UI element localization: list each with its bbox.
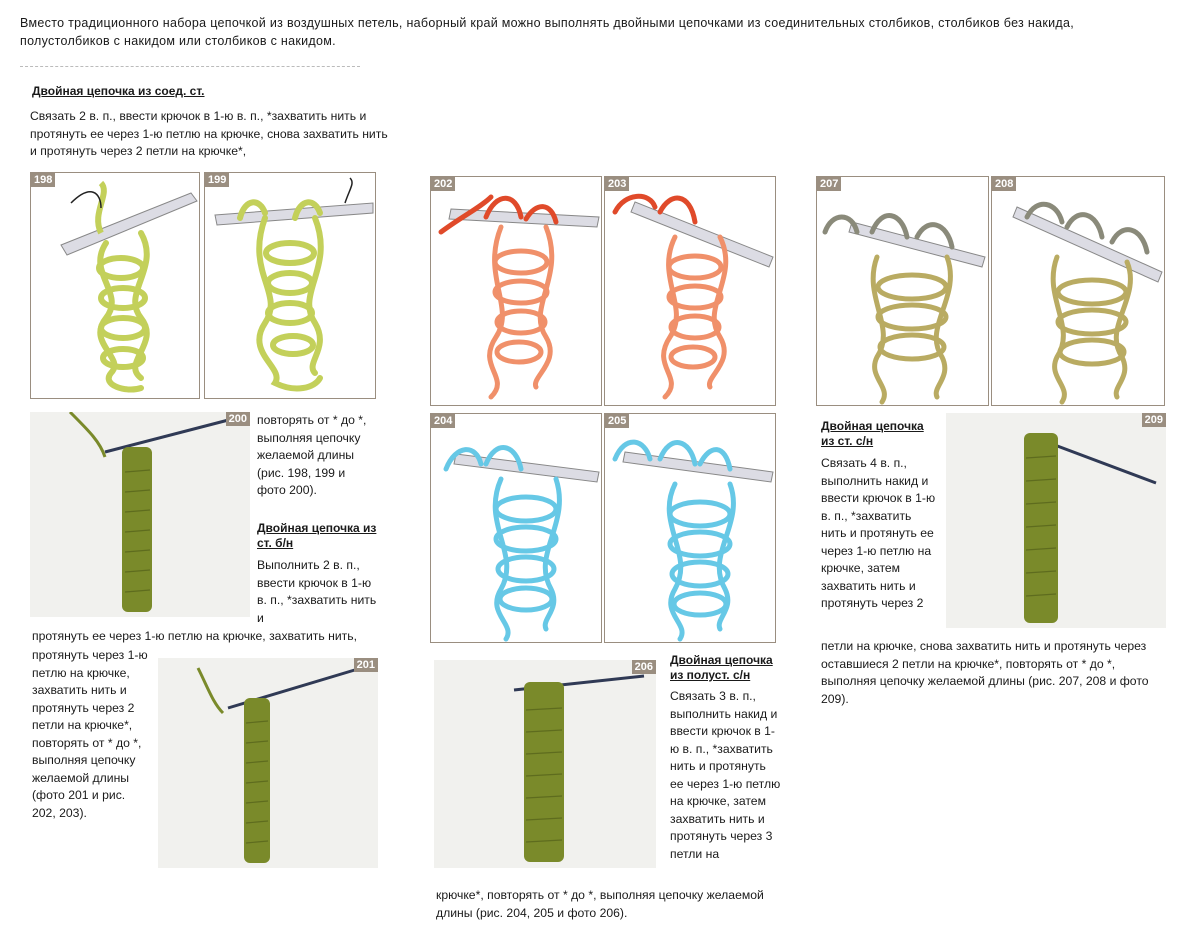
figure-204 bbox=[430, 413, 602, 643]
figure-199 bbox=[204, 172, 376, 399]
section1-heading: Двойная цепочка из соед. ст. bbox=[32, 84, 205, 98]
figure-label: 206 bbox=[632, 660, 656, 674]
figure-label: 199 bbox=[205, 173, 229, 187]
photo-206 bbox=[434, 660, 656, 868]
figure-label: 208 bbox=[992, 177, 1016, 191]
photo-209 bbox=[946, 413, 1166, 628]
khaki-chain-illustration bbox=[992, 177, 1165, 406]
figure-207 bbox=[816, 176, 989, 406]
figure-label: 201 bbox=[354, 658, 378, 672]
section4-heading: Двойная цепочка из ст. с/н bbox=[821, 419, 924, 448]
section3-text-b: крючке*, повторять от * до *, выполняя цепочку желаемой длины (рис. 204, 205 и фото 206). bbox=[436, 888, 764, 920]
figure-label: 198 bbox=[31, 173, 55, 187]
intro-text: Вместо традиционного набора цепочкой из воздушных петель, наборный край можно выполнять двойными цепочками из соединительных столбиков, столбиков без накида, полустолбиков с накидом или столбиков с накидом. bbox=[20, 16, 1074, 48]
yellow-chain-illustration bbox=[205, 173, 376, 399]
green-chain-photo bbox=[434, 660, 656, 868]
figure-label: 202 bbox=[431, 177, 455, 191]
blue-chain-illustration bbox=[605, 414, 776, 643]
yellow-chain-illustration bbox=[31, 173, 200, 399]
section1-repeat-text: повторять от * до *, выполняя цепочку желаемой длины (рис. 198, 199 и фото 200). bbox=[257, 413, 367, 497]
section3-text-a: Связать 3 в. п., выполнить накид и ввести крючок в 1-ю в. п., *захватить нить и протянуть ее через 1-ю петлю на крючке, затем захватить нить и протянуть через 3 петли на bbox=[670, 689, 781, 861]
green-chain-photo bbox=[158, 658, 378, 868]
section2-text-c: протянуть через 1-ю петлю на крючке, захватить нить и протянуть через 2 петли на крючке*, повторять от * до *, выполняя цепочку желаемой длины (фото 201 и рис. 202, 203). bbox=[32, 648, 148, 820]
green-chain-photo bbox=[30, 412, 250, 617]
figure-203 bbox=[604, 176, 776, 406]
figure-label: 205 bbox=[605, 414, 629, 428]
figure-198 bbox=[30, 172, 200, 399]
section4-text-a: Связать 4 в. п., выполнить накид и ввести крючок в 1-ю в. п., *захватить нить и протянуть ее через 1-ю петлю на крючке, затем захватить нить и протянуть через 2 bbox=[821, 456, 936, 610]
blue-chain-illustration bbox=[431, 414, 602, 643]
figure-label: 200 bbox=[226, 412, 250, 426]
orange-chain-illustration bbox=[605, 177, 776, 406]
section2-text-a: Выполнить 2 в. п., ввести крючок в 1-ю в. п., *захватить нить и bbox=[257, 558, 377, 625]
figure-208 bbox=[991, 176, 1165, 406]
figure-label: 209 bbox=[1142, 413, 1166, 427]
section1-text: Связать 2 в. п., ввести крючок в 1-ю в. п., *захватить нить и протянуть ее через 1-ю петлю на крючке, снова захватить нить и протянуть через 2 петли на крючке*, bbox=[30, 109, 388, 158]
section3-heading: Двойная цепочка из полуст. с/н bbox=[670, 653, 773, 682]
figure-label: 204 bbox=[431, 414, 455, 428]
section4-text-b: петли на крючке, снова захватить нить и протянуть через оставшиеся 2 петли на крючке*, повторять от * до *, выполняя цепочку желаемой длины (рис. 207, 208 и фото 209). bbox=[821, 639, 1149, 706]
orange-chain-illustration bbox=[431, 177, 602, 406]
figure-label: 203 bbox=[605, 177, 629, 191]
figure-label: 207 bbox=[817, 177, 841, 191]
photo-201 bbox=[158, 658, 378, 868]
divider bbox=[20, 66, 360, 67]
khaki-chain-illustration bbox=[817, 177, 989, 406]
section2-heading: Двойная цепочка из ст. б/н bbox=[257, 521, 377, 550]
green-chain-photo bbox=[946, 413, 1166, 628]
section2-text-b: протянуть ее через 1-ю петлю на крючке, захватить нить, bbox=[32, 629, 357, 643]
photo-200 bbox=[30, 412, 250, 617]
figure-202 bbox=[430, 176, 602, 406]
figure-205 bbox=[604, 413, 776, 643]
